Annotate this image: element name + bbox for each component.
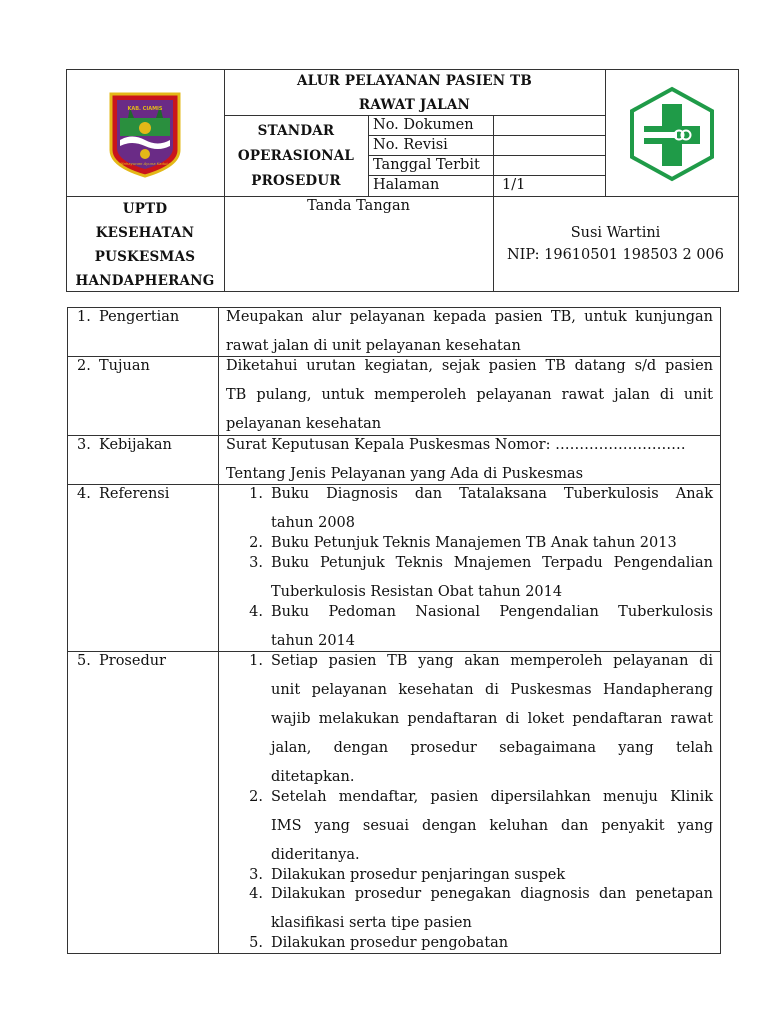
referensi-item-text: Buku Petunjuk Teknis Mnajemen Terpadu Pengendalian bbox=[271, 555, 713, 571]
referensi-item-text-cont: tahun 2008 bbox=[271, 515, 355, 531]
referensi-item-text-cont: tahun 2014 bbox=[271, 633, 355, 649]
field-value-halaman: 1/1 bbox=[502, 177, 526, 193]
kebijakan-text-line-2: Tentang Jenis Pelayanan yang Ada di Puskesmas bbox=[226, 466, 584, 482]
puskesmas-logo bbox=[627, 86, 717, 182]
field-label-tanggal-terbit: Tanggal Terbit bbox=[373, 157, 480, 173]
svg-text:Mahayunan Ayuna Kadulu: Mahayunan Ayuna Kadulu bbox=[120, 161, 170, 166]
org-line-1: UPTD bbox=[122, 201, 168, 217]
prosedur-step-text-cont: IMS yang sesuai dengan keluhan dan penyakit yang bbox=[271, 818, 713, 834]
prosedur-step-text: Dilakukan prosedur penegakan diagnosis dan penetapan bbox=[271, 886, 713, 902]
section-number-referensi: 4. bbox=[77, 486, 91, 502]
prosedur-step-text-cont: jalan, dengan prosedur sebagaimana yang telah bbox=[271, 740, 713, 756]
org-line-2: KESEHATAN bbox=[95, 225, 195, 241]
district-crest-logo bbox=[108, 88, 182, 178]
sop-label-line-3: PROSEDUR bbox=[251, 173, 341, 189]
referensi-item-text: Buku Diagnosis dan Tatalaksana Tuberkulosis Anak bbox=[271, 486, 713, 502]
org-line-3: PUSKESMAS bbox=[94, 249, 196, 265]
field-label-halaman: Halaman bbox=[373, 177, 440, 193]
section-number-pengertian: 1. bbox=[77, 309, 91, 325]
section-number-prosedur: 5. bbox=[77, 653, 91, 669]
referensi-item-number: 1. bbox=[249, 486, 263, 502]
section-label-tujuan: Tujuan bbox=[99, 358, 150, 374]
referensi-item-text: Buku Petunjuk Teknis Manajemen TB Anak tahun 2013 bbox=[271, 535, 677, 551]
prosedur-step-text-cont: wajib melakukan pendaftaran di loket pendaftaran rawat bbox=[271, 711, 713, 727]
pengertian-text-line-1: Meupakan alur pelayanan kepada pasien TB, untuk kunjungan bbox=[226, 309, 713, 325]
tujuan-text-line-1: Diketahui urutan kegiatan, sejak pasien TB datang s/d pasien bbox=[226, 358, 713, 374]
referensi-item-number: 3. bbox=[249, 555, 263, 571]
prosedur-step-number: 5. bbox=[249, 935, 263, 951]
kebijakan-text-line-1: Surat Keputusan Kepala Puskesmas Nomor: ……………………… bbox=[226, 437, 686, 453]
field-label-no-revisi: No. Revisi bbox=[373, 137, 448, 153]
signature-label: Tanda Tangan bbox=[307, 198, 410, 214]
prosedur-step-text-cont: unit pelayanan kesehatan di Puskesmas Handapherang bbox=[271, 682, 713, 698]
document-title-line-2: RAWAT JALAN bbox=[358, 97, 471, 113]
signer-nip: NIP: 19610501 198503 2 006 bbox=[506, 247, 725, 263]
referensi-item-number: 4. bbox=[249, 604, 263, 620]
pengertian-text-line-2: rawat jalan di unit pelayanan kesehatan bbox=[226, 338, 521, 354]
sop-label-line-1: STANDAR bbox=[257, 123, 335, 139]
prosedur-step-number: 3. bbox=[249, 867, 263, 883]
section-label-prosedur: Prosedur bbox=[99, 653, 166, 669]
section-number-tujuan: 2. bbox=[77, 358, 91, 374]
prosedur-step-text-cont: klasifikasi serta tipe pasien bbox=[271, 915, 472, 931]
referensi-item-number: 2. bbox=[249, 535, 263, 551]
tujuan-text-line-3: pelayanan kesehatan bbox=[226, 416, 382, 432]
prosedur-step-text: Setiap pasien TB yang akan memperoleh pelayanan di bbox=[271, 653, 713, 669]
prosedur-step-text: Dilakukan prosedur pengobatan bbox=[271, 935, 509, 951]
svg-text:KAB. CIAMIS: KAB. CIAMIS bbox=[127, 106, 163, 112]
section-label-referensi: Referensi bbox=[99, 486, 170, 502]
prosedur-step-text-cont: ditetapkan. bbox=[271, 769, 355, 785]
tujuan-text-line-2: TB pulang, untuk memperoleh pelayanan rawat jalan di unit bbox=[226, 387, 713, 403]
org-line-4: HANDAPHERANG bbox=[75, 273, 215, 289]
referensi-item-text-cont: Tuberkulosis Resistan Obat tahun 2014 bbox=[271, 584, 563, 600]
prosedur-step-number: 2. bbox=[249, 789, 263, 805]
section-label-pengertian: Pengertian bbox=[99, 309, 180, 325]
referensi-item-text: Buku Pedoman Nasional Pengendalian Tuberkulosis bbox=[271, 604, 713, 620]
sop-label-line-2: OPERASIONAL bbox=[237, 148, 355, 164]
prosedur-step-text: Dilakukan prosedur penjaringan suspek bbox=[271, 867, 566, 883]
prosedur-step-number: 1. bbox=[249, 653, 263, 669]
prosedur-step-number: 4. bbox=[249, 886, 263, 902]
section-label-kebijakan: Kebijakan bbox=[99, 437, 172, 453]
signer-name: Susi Wartini bbox=[570, 225, 661, 241]
prosedur-step-text: Setelah mendaftar, pasien dipersilahkan menuju Klinik bbox=[271, 789, 713, 805]
field-label-no-dokumen: No. Dokumen bbox=[373, 117, 474, 133]
prosedur-step-text-cont: dideritanya. bbox=[271, 847, 360, 863]
document-title-line-1: ALUR PELAYANAN PASIEN TB bbox=[296, 73, 533, 89]
section-number-kebijakan: 3. bbox=[77, 437, 91, 453]
